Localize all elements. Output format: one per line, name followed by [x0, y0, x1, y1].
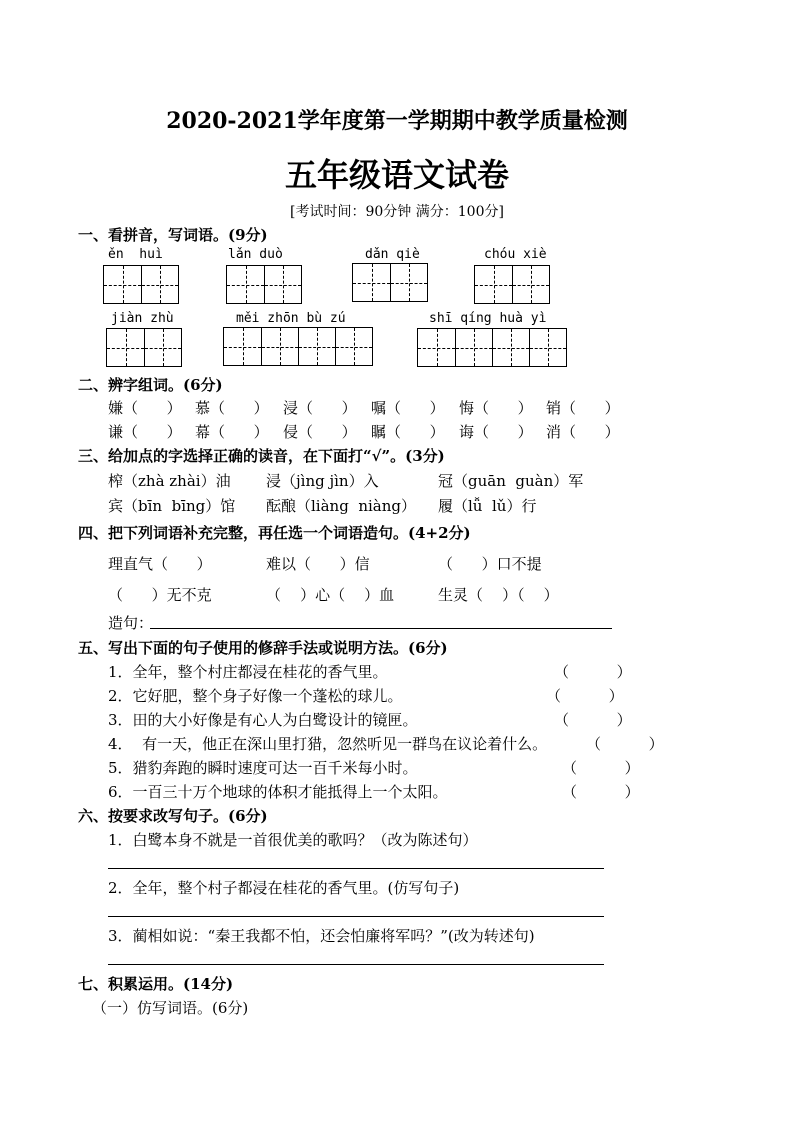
q5-heading: 五、写出下面的句子使用的修辞手法或说明方法。(6分) — [78, 639, 448, 657]
pinyin-label: dǎn qiè — [365, 247, 420, 262]
answer-line[interactable] — [108, 916, 604, 917]
answer-line[interactable] — [108, 868, 604, 869]
idiom-item: （ ）心（ ）血 — [266, 586, 395, 604]
writing-grid[interactable] — [223, 327, 373, 366]
q7-sub-heading: （一）仿写词语。(6分) — [92, 999, 249, 1017]
answer-paren[interactable]: （ ） — [562, 783, 640, 801]
word-pair-item: 消（ ） — [546, 423, 620, 441]
pinyin-label: ěn huì — [108, 247, 163, 262]
word-pair-item: 瞩（ ） — [371, 423, 445, 441]
q2-heading: 二、辨字组词。(6分) — [78, 376, 223, 394]
writing-grid[interactable] — [417, 328, 567, 367]
writing-grid[interactable] — [106, 328, 182, 367]
word-pair-item: 诲（ ） — [459, 423, 533, 441]
writing-grid[interactable] — [474, 265, 550, 304]
idiom-item: （ ）无不克 — [108, 586, 212, 604]
idiom-item: 难以（ ）信 — [266, 555, 370, 573]
reading-choice: 浸（jìng jìn）入 — [266, 472, 379, 490]
answer-line[interactable] — [150, 628, 612, 629]
pinyin-label: shī qíng huà yì — [429, 311, 547, 326]
reading-choice: 冠（guān guàn）军 — [438, 472, 584, 490]
q5-item: 1．全年，整个村庄都浸在桂花的香气里。 — [108, 663, 388, 681]
idiom-item: 生灵（ ）（ ） — [438, 586, 559, 604]
exam-info: [考试时间：90分钟 满分：100分] — [290, 204, 504, 220]
word-pair-item: 幕（ ） — [195, 423, 269, 441]
word-pair-item: 嘱（ ） — [371, 399, 445, 417]
reading-choice: 酝酿（liàng niàng） — [266, 497, 417, 515]
pinyin-label: chóu xiè — [484, 247, 547, 262]
word-pair-item: 慕（ ） — [195, 399, 269, 417]
q6-item: 3．蔺相如说：“秦王我都不怕，还会怕廉将军吗？”(改为转述句) — [108, 927, 535, 945]
word-pair-item: 悔（ ） — [459, 399, 533, 417]
exam-subtitle: 五年级语文试卷 — [284, 156, 509, 194]
q4-heading: 四、把下列词语补充完整，再任选一个词语造句。(4+2分) — [78, 524, 471, 542]
idiom-item: 理直气（ ） — [108, 555, 212, 573]
reading-choice: 宾（bīn bīng）馆 — [108, 497, 236, 515]
reading-choice: 履（lǚ lǔ）行 — [438, 497, 537, 515]
word-pair-item: 侵（ ） — [283, 423, 357, 441]
q6-item: 2．全年，整个村子都浸在桂花的香气里。(仿写句子) — [108, 879, 460, 897]
answer-paren[interactable]: （ ） — [554, 663, 632, 681]
writing-grid[interactable] — [226, 265, 302, 304]
word-pair-item: 浸（ ） — [283, 399, 357, 417]
pinyin-label: měi zhōn bù zú — [236, 311, 346, 326]
answer-paren[interactable]: （ ） — [546, 687, 624, 705]
zaoju-label: 造句： — [108, 614, 154, 632]
writing-grid[interactable] — [103, 265, 179, 304]
pinyin-label: lǎn duò — [228, 247, 283, 262]
word-pair-item: 销（ ） — [546, 399, 620, 417]
word-pair-item: 嫌（ ） — [108, 399, 182, 417]
answer-paren[interactable]: （ ） — [554, 711, 632, 729]
pinyin-label: jiàn zhù — [111, 311, 174, 326]
writing-grid[interactable] — [352, 263, 428, 302]
exam-title: 2020-2021学年度第一学期期中教学质量检测 — [166, 108, 628, 134]
q5-item: 3．田的大小好像是有心人为白鹭设计的镜匣。 — [108, 711, 418, 729]
q5-item: 5．猎豹奔跑的瞬时速度可达一百千米每小时。 — [108, 759, 418, 777]
q5-item: 4． 有一天，他正在深山里打猎，忽然听见一群鸟在议论着什么。 — [108, 735, 548, 753]
q5-item: 2．它好肥，整个身子好像一个蓬松的球儿。 — [108, 687, 403, 705]
idiom-item: （ ）口不提 — [438, 555, 542, 573]
q1-heading: 一、看拼音，写词语。(9分) — [78, 226, 268, 244]
q5-item: 6．一百三十万个地球的体积才能抵得上一个太阳。 — [108, 783, 448, 801]
q6-item: 1．白鹭本身不就是一首很优美的歌吗？（改为陈述句） — [108, 831, 478, 849]
answer-line[interactable] — [108, 964, 604, 965]
answer-paren[interactable]: （ ） — [586, 735, 664, 753]
q3-heading: 三、给加点的字选择正确的读音，在下面打“√”。(3分) — [78, 447, 445, 465]
reading-choice: 榨（zhà zhài）油 — [108, 472, 231, 490]
answer-paren[interactable]: （ ） — [562, 759, 640, 777]
q7-heading: 七、积累运用。(14分) — [78, 975, 234, 993]
word-pair-item: 谦（ ） — [108, 423, 182, 441]
q6-heading: 六、按要求改写句子。(6分) — [78, 807, 268, 825]
